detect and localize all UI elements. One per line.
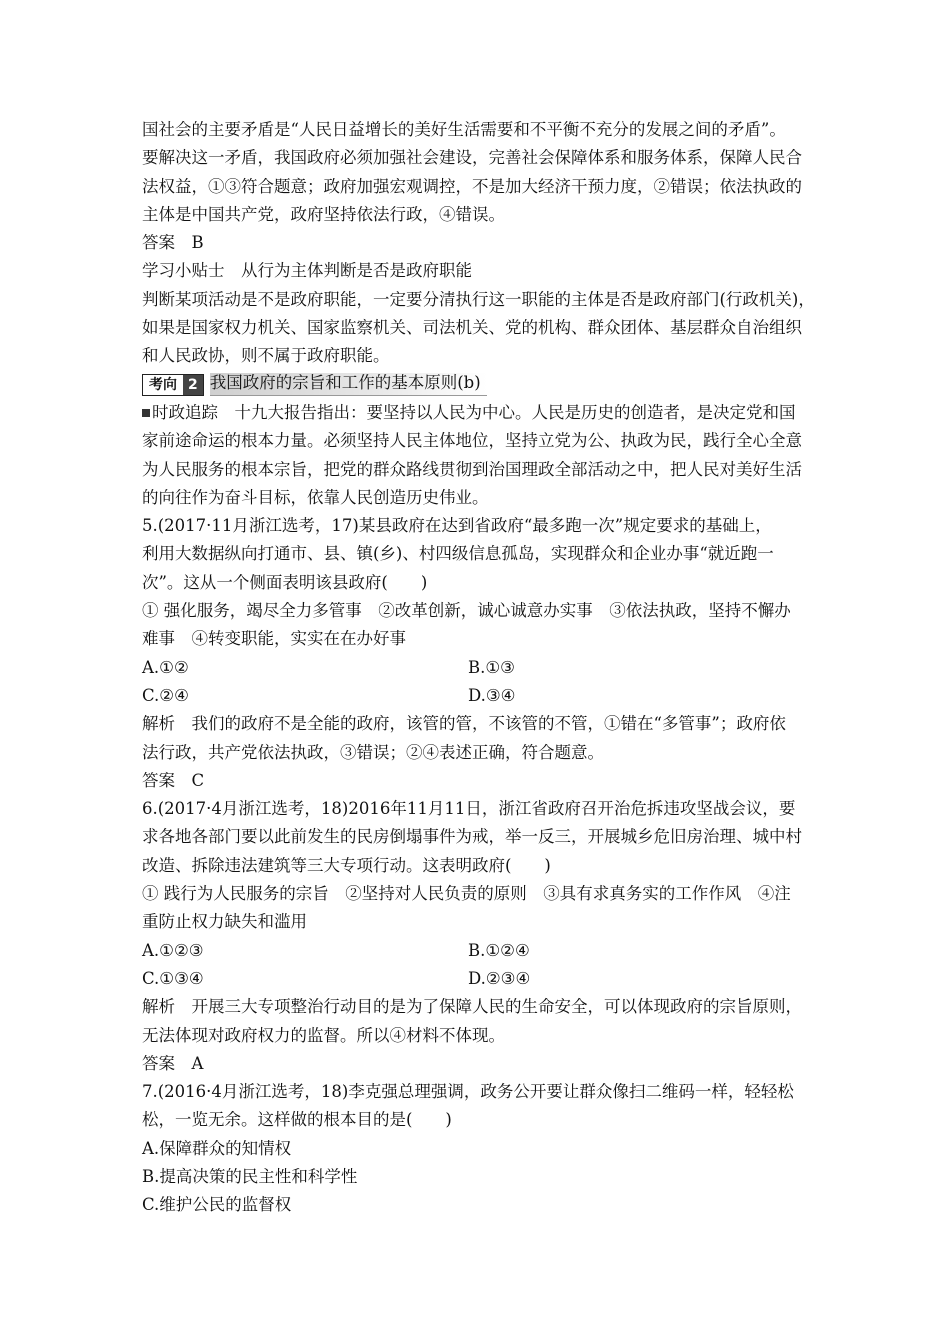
- section-heading: [142, 371, 822, 399]
- text-line: 判断某项活动是不是政府职能，一定要分清执行这一职能的主体是否是政府部门(行政机关)，: [142, 289, 815, 309]
- question-5: [142, 512, 822, 795]
- text-line: 要解决这一矛盾，我国政府必须加强社会建设，完善社会保障体系和服务体系，保障人民合: [142, 148, 802, 168]
- text-line: 时政追踪 十九大报告指出：要坚持以人民为中心。人民是历史的创造者，是决定党和国: [142, 399, 822, 427]
- question-stem: 利用大数据纵向打通市、县、镇(乡)、村四级信息孤岛，实现群众和企业办事“就近跑一: [142, 544, 774, 564]
- text-line: 主体是中国共产党，政府坚持依法行政，④错误。: [142, 204, 505, 224]
- text-line: 如果是国家权力机关、国家监察机关、司法机关、党的机构、群众团体、基层群众自治组织: [142, 318, 802, 338]
- section-title: 我国政府的宗旨和工作的基本原则(b): [210, 373, 487, 396]
- option-b: B.①③: [468, 657, 515, 677]
- option-d: D.②③④: [468, 968, 531, 988]
- analysis-line: 无法体现对政府权力的监督。所以④材料不体现。: [142, 1025, 505, 1045]
- document-page: [142, 116, 822, 1220]
- option-row: [142, 937, 822, 965]
- section-tag-label: 考向: [143, 375, 183, 395]
- option-a: A.①②③: [142, 940, 204, 960]
- option-d: D.③④: [468, 685, 516, 705]
- tip-title: 学习小贴士 从行为主体判断是否是政府职能: [142, 261, 472, 281]
- question-stem: 松，一览无余。这样做的根本目的是( ): [142, 1110, 452, 1130]
- analysis-line: 法行政，共产党依法执政，③错误；②④表述正确，符合题意。: [142, 742, 604, 762]
- question-stem: 7.(2016·4月浙江选考，18)李克强总理强调，政务公开要让群众像扫二维码一样，轻轻松: [142, 1082, 794, 1102]
- answer-line: 答案 B: [142, 233, 204, 253]
- answer-line: 答案 A: [142, 1053, 204, 1073]
- option-c: C.维护公民的监督权: [142, 1195, 292, 1215]
- news-tracking: [142, 399, 822, 512]
- option-c: C.②④: [142, 685, 189, 705]
- question-stem: 6.(2017·4月浙江选考，18)2016年11月11日，浙江省政府召开治危拆违攻坚战会议，要: [142, 799, 796, 819]
- option-row: [142, 654, 822, 682]
- option-b: B.提高决策的民主性和科学性: [142, 1166, 358, 1186]
- study-tip: [142, 257, 822, 370]
- text-line: 的向往作为奋斗目标，依靠人民创造历史伟业。: [142, 487, 489, 507]
- text-line: 法权益，①③符合题意；政府加强宏观调控，不是加大经济干预力度，②错误；依法执政的: [142, 176, 802, 196]
- text-line: 为人民服务的根本宗旨，把党的群众路线贯彻到治国理政全部活动之中，把人民对美好生活: [142, 459, 802, 479]
- question-stem: 改造、拆除违法建筑等三大专项行动。这表明政府( ): [142, 855, 551, 875]
- section-tag: [142, 374, 204, 396]
- question-stem: 求各地各部门要以此前发生的民房倒塌事件为戒，举一反三，开展城乡危旧房治理、城中村: [142, 827, 802, 847]
- question-statements: 难事 ④转变职能，实实在在办好事: [142, 629, 406, 649]
- question-stem: 5.(2017·11月浙江选考，17)某县政府在达到省政府“最多跑一次”规定要求的基础上，: [142, 516, 772, 536]
- text-line: 和人民政协，则不属于政府职能。: [142, 346, 390, 366]
- question-statements: ① 践行为人民服务的宗旨 ②坚持对人民负责的原则 ③具有求真务实的工作作风 ④注: [142, 884, 791, 904]
- option-row: [142, 965, 822, 993]
- analysis-line: 解析 开展三大专项整治行动目的是为了保障人民的生命安全，可以体现政府的宗旨原则，: [142, 997, 802, 1017]
- option-a: A.①②: [142, 657, 189, 677]
- question-statements: 重防止权力缺失和滥用: [142, 912, 307, 932]
- section-tag-number: 2: [183, 375, 203, 395]
- answer-line: 答案 C: [142, 770, 205, 790]
- analysis-line: 解析 我们的政府不是全能的政府，该管的管，不该管的不管，①错在“多管事”；政府依: [142, 714, 786, 734]
- text-line: 家前途命运的根本力量。必须坚持人民主体地位，坚持立党为公、执政为民，践行全心全意: [142, 431, 802, 451]
- question-stem: 次”。这从一个侧面表明该县政府( ): [142, 572, 428, 592]
- option-c: C.①③④: [142, 968, 204, 988]
- option-row: [142, 682, 822, 710]
- intro-analysis: [142, 116, 822, 257]
- question-statements: ① 强化服务，竭尽全力多管事 ②改革创新，诚心诚意办实事 ③依法执政，坚持不懈办: [142, 601, 791, 621]
- square-bullet-icon: [142, 409, 150, 417]
- text-line: 国社会的主要矛盾是“人民日益增长的美好生活需要和不平衡不充分的发展之间的矛盾”。: [142, 120, 786, 139]
- question-7: [142, 1078, 822, 1219]
- option-b: B.①②④: [468, 940, 530, 960]
- question-6: [142, 795, 822, 1078]
- option-a: A.保障群众的知情权: [142, 1138, 292, 1158]
